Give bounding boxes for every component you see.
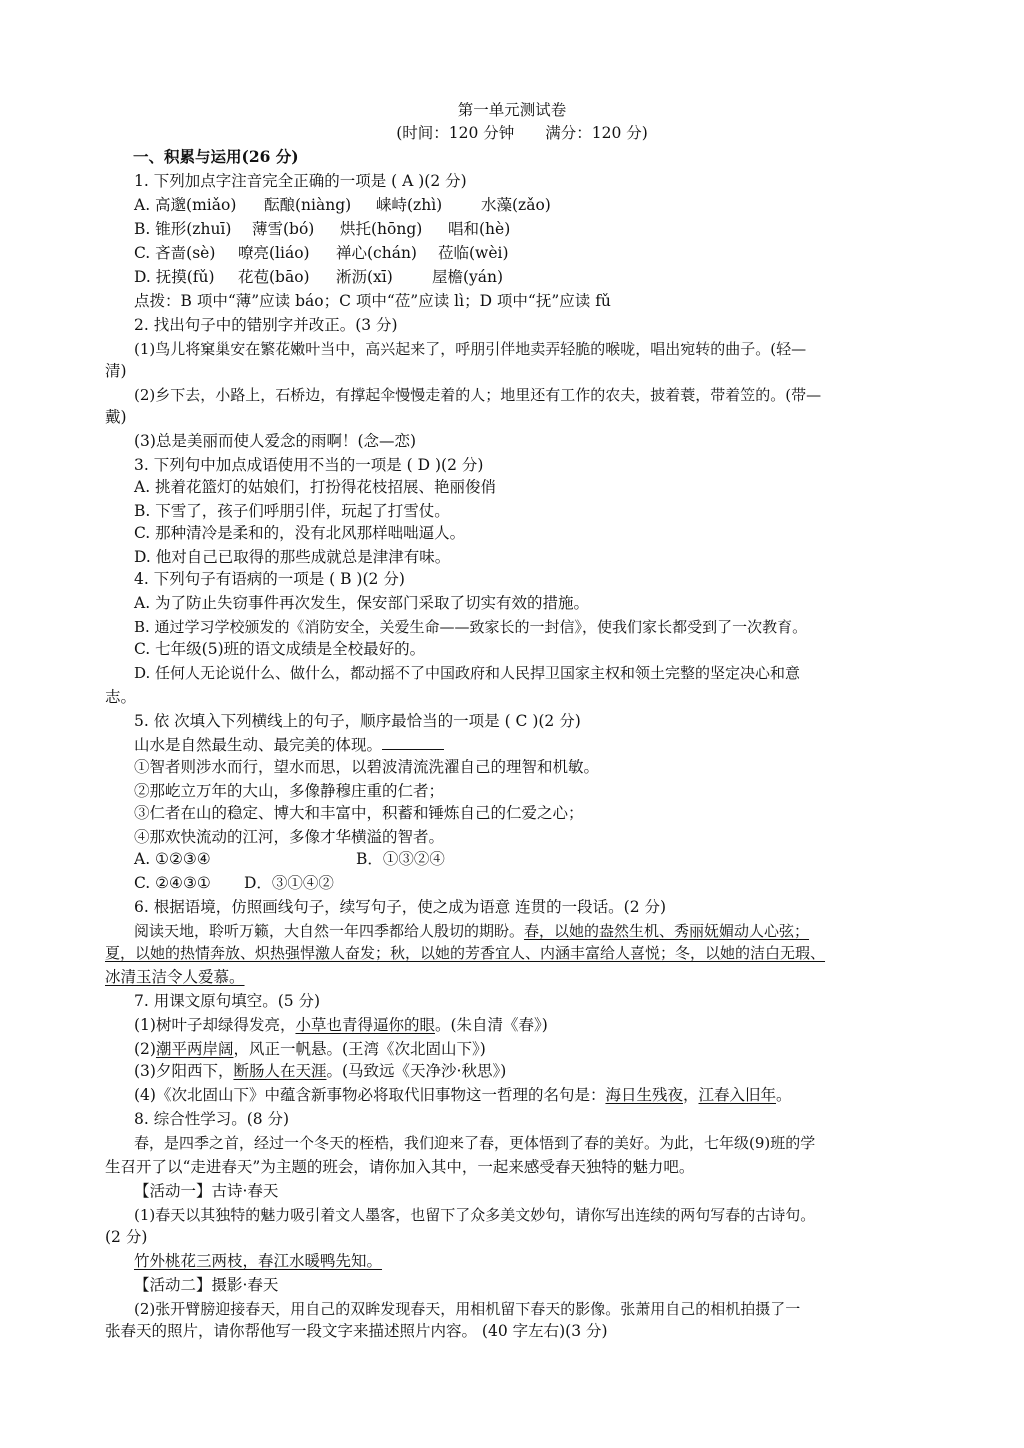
q5-od: D．③①④②: [244, 874, 334, 892]
q6-p2: 秋，以她的芳香宜人、内涵丰富给人喜悦；冬，以她的洁白无瑕、: [390, 944, 826, 962]
q7-s3: [134, 1060, 506, 1082]
q5-oa: A. ①②③④: [134, 850, 211, 868]
q7-s4a: (4)《次北固山下》中蕴含新事物必将取代旧事物这一哲理的名句是：: [134, 1086, 606, 1104]
q7-s4b: 。: [776, 1086, 792, 1104]
q1-tip: 点拨：B 项中“薄”应读 báo；C 项中“莅”应读 lì；D 项中“抚”应读 fǔ: [134, 292, 611, 310]
q6-p1: 阅读天地，聆听万籁，大自然一年四季都给人殷切的期盼。: [134, 922, 525, 940]
q6-p2-line: [105, 942, 825, 964]
q2-s2b: 戴): [105, 408, 127, 426]
q7-s3b: 。(马致远《天净沙·秋思》): [326, 1062, 507, 1080]
q3-stem: 3. 下列句中加点成语使用不当的一项是 ( D )(2 分): [134, 456, 484, 474]
q1-b-2: 薄雪(bó): [252, 220, 315, 238]
q4-b: B. 通过学习学校颁发的《消防安全，关爱生命——致家长的一封信》，使我们家长都受到了一次教育。: [134, 618, 808, 636]
q8-act2-q2: 张春天的照片，请你帮他写一段文字来描述照片内容。 (40 字左右)(3 分): [105, 1322, 608, 1340]
q4-d1: D. 任何人无论说什么、做什么，都动摇不了中国政府和人民捍卫国家主权和领土完整的坚定决心和意: [134, 664, 801, 682]
q8-intro-1: 春，是四季之首，经过一个冬天的桎梏，我们迎来了春，更体悟到了春的美好。为此，七年级(9)班的学: [134, 1134, 816, 1152]
q7-s4c: ，: [682, 1086, 699, 1104]
q7-s4: [134, 1084, 792, 1106]
q1-a-1: A. 高邈(miǎo): [134, 196, 237, 214]
q2-stem: 2. 找出句子中的错别字并改正。(3 分): [134, 316, 398, 334]
q8-act1-q2: (2 分): [105, 1228, 148, 1246]
q6-p3: [105, 966, 245, 988]
q1-d-4: 屋檐(yán): [432, 268, 504, 286]
q1-option-d: [134, 266, 503, 288]
q5-ob: B．①③②④: [356, 850, 445, 868]
q5-l4: ④那欢快流动的江河，多像才华横溢的智者。: [134, 828, 445, 846]
q7-s1-answer: 小草也青得逼你的眼: [295, 1016, 435, 1034]
q5-l1: ①智者则涉水而行，望水而思，以碧波清流洗濯自己的理智和机敏。: [134, 758, 600, 776]
q1-option-c: [134, 242, 509, 264]
q1-option-a: [134, 194, 551, 216]
q1-d-3: 淅沥(xī): [336, 268, 393, 286]
q7-s4-answer-2: 江春入旧年: [698, 1086, 777, 1104]
q5-l2: ②那屹立万年的大山，多像静穆庄重的仁者；: [134, 782, 445, 800]
q1-c-1: C. 吝啬(sè): [134, 244, 216, 262]
q3-b: B. 下雪了，孩子们呼朋引伴，玩起了打雪仗。: [134, 502, 450, 520]
q1-c-2: 嘹亮(liáo): [238, 244, 310, 262]
q1-option-b: [134, 218, 510, 240]
page-subtitle: (时间：120 分钟 满分：120 分): [396, 124, 648, 142]
page-title: 第一单元测试卷: [457, 101, 567, 119]
q5-stem: 5. 依 次填入下列横线上的句子，顺序最恰当的一项是 ( C )(2 分): [134, 712, 581, 730]
q8-act1-answer-text: 竹外桃花三两枝，春江水暖鸭先知。: [134, 1252, 383, 1270]
q6-p1-underlined: 春，以她的盎然生机、秀丽妩媚动人心弦；: [524, 922, 810, 940]
q5-answer-blank: [382, 735, 444, 750]
q5-lead-line: [134, 734, 444, 756]
q1-a-2: 酝酿(niàng): [264, 196, 352, 214]
q6-p1-line: [134, 920, 809, 942]
section-title: 一、积累与运用(26 分): [133, 147, 299, 166]
q4-a: A. 为了防止失窃事件再次发生，保安部门采取了切实有效的措施。: [134, 594, 590, 612]
q7-s2: [134, 1038, 486, 1060]
q1-d-2: 花苞(bāo): [238, 268, 310, 286]
q7-s2b: ，风正一帆悬。(王湾《次北固山下》): [233, 1040, 486, 1058]
q6-p2-underlined: 夏，以她的热情奔放、炽热强悍激人奋发；: [105, 944, 391, 962]
q4-c: C. 七年级(5)班的语文成绩是全校最好的。: [134, 640, 426, 658]
q1-a-3: 崃峙(zhì): [376, 196, 443, 214]
q7-s2-answer: 潮平两岸阔: [155, 1040, 234, 1058]
q6-stem: 6. 根据语境，仿照画线句子，续写句子，使之成为语意 连贯的一段话。(2 分): [134, 898, 667, 916]
q7-s2a: (2): [134, 1040, 156, 1058]
q8-stem: 8. 综合性学习。(8 分): [134, 1110, 290, 1128]
q1-b-1: B. 锥形(zhuī): [134, 220, 232, 238]
q2-s1b: 清): [105, 362, 127, 380]
q8-act1-q1: (1)春天以其独特的魅力吸引着文人墨客，也留下了众多美文妙句，请你写出连续的两句写春的古诗句。: [134, 1206, 816, 1224]
q1-b-3: 烘托(hōng): [340, 220, 423, 238]
q1-stem: 1. 下列加点字注音完全正确的一项是 ( A )(2 分): [134, 172, 467, 190]
q1-c-3: 禅心(chán): [336, 244, 417, 262]
q7-s1a: (1)树叶子却绿得发亮，: [134, 1016, 296, 1034]
q7-s1: [134, 1014, 548, 1036]
q7-s3-answer: 断肠人在天涯: [233, 1062, 327, 1080]
q5-lead: 山水是自然最生动、最完美的体现。: [134, 736, 383, 754]
q8-intro-2: 生召开了以“走进春天”为主题的班会，请你加入其中，一起来感受春天独特的魅力吧。: [105, 1158, 695, 1176]
q2-s1a: (1)鸟儿将窠巢安在繁花嫩叶当中，高兴起来了，呼朋引伴地卖弄轻脆的喉咙，唱出宛转的曲子。(轻—: [134, 340, 807, 358]
q5-oc: C. ②④③①: [134, 874, 211, 892]
q8-act2-q1: (2)张开臂膀迎接春天，用自己的双眸发现春天，用相机留下春天的影像。张萧用自己的相机拍摄了一: [134, 1300, 801, 1318]
q5-l3: ③仁者在山的稳定、博大和丰富中，积蓄和锤炼自己的仁爱之心；: [134, 804, 584, 822]
q8-act1-answer: [134, 1250, 382, 1272]
q3-d: D. 他对自己已取得的那些成就总是津津有味。: [134, 548, 451, 566]
q3-c: C. 那种清冷是柔和的，没有北风那样咄咄逼人。: [134, 524, 466, 542]
q1-c-4: 莅临(wèi): [438, 244, 509, 262]
q1-b-4: 唱和(hè): [448, 220, 511, 238]
q2-s3: (3)总是美丽而使人爱念的雨啊！(念—恋): [134, 432, 417, 450]
q3-a: A. 挑着花篮灯的姑娘们，打扮得花枝招展、艳丽俊俏: [134, 478, 497, 496]
q8-activity-1: 【活动一】古诗·春天: [134, 1182, 279, 1200]
q4-stem: 4. 下列句子有语病的一项是 ( B )(2 分): [134, 570, 405, 588]
q7-s4-answer-1: 海日生残夜: [605, 1086, 683, 1104]
q1-a-4: 水藻(zǎo): [481, 196, 551, 214]
q7-stem: 7. 用课文原句填空。(5 分): [134, 992, 321, 1010]
q4-d2: 志。: [105, 688, 137, 706]
q7-s3a: (3)夕阳西下，: [134, 1062, 234, 1080]
q5-options-ab: [134, 848, 445, 870]
q7-s1b: 。(朱自清《春》): [434, 1016, 548, 1034]
q5-options-cd: [134, 872, 334, 894]
q1-d-1: D. 抚摸(fǔ): [134, 268, 215, 286]
q6-p3-text: 冰清玉洁令人爱慕。: [105, 968, 245, 986]
q2-s2a: (2)乡下去，小路上，石桥边，有撑起伞慢慢走着的人；地里还有工作的农夫，披着蓑，带着笠的。(带—: [134, 386, 822, 404]
q8-activity-2: 【活动二】摄影·春天: [134, 1276, 279, 1294]
